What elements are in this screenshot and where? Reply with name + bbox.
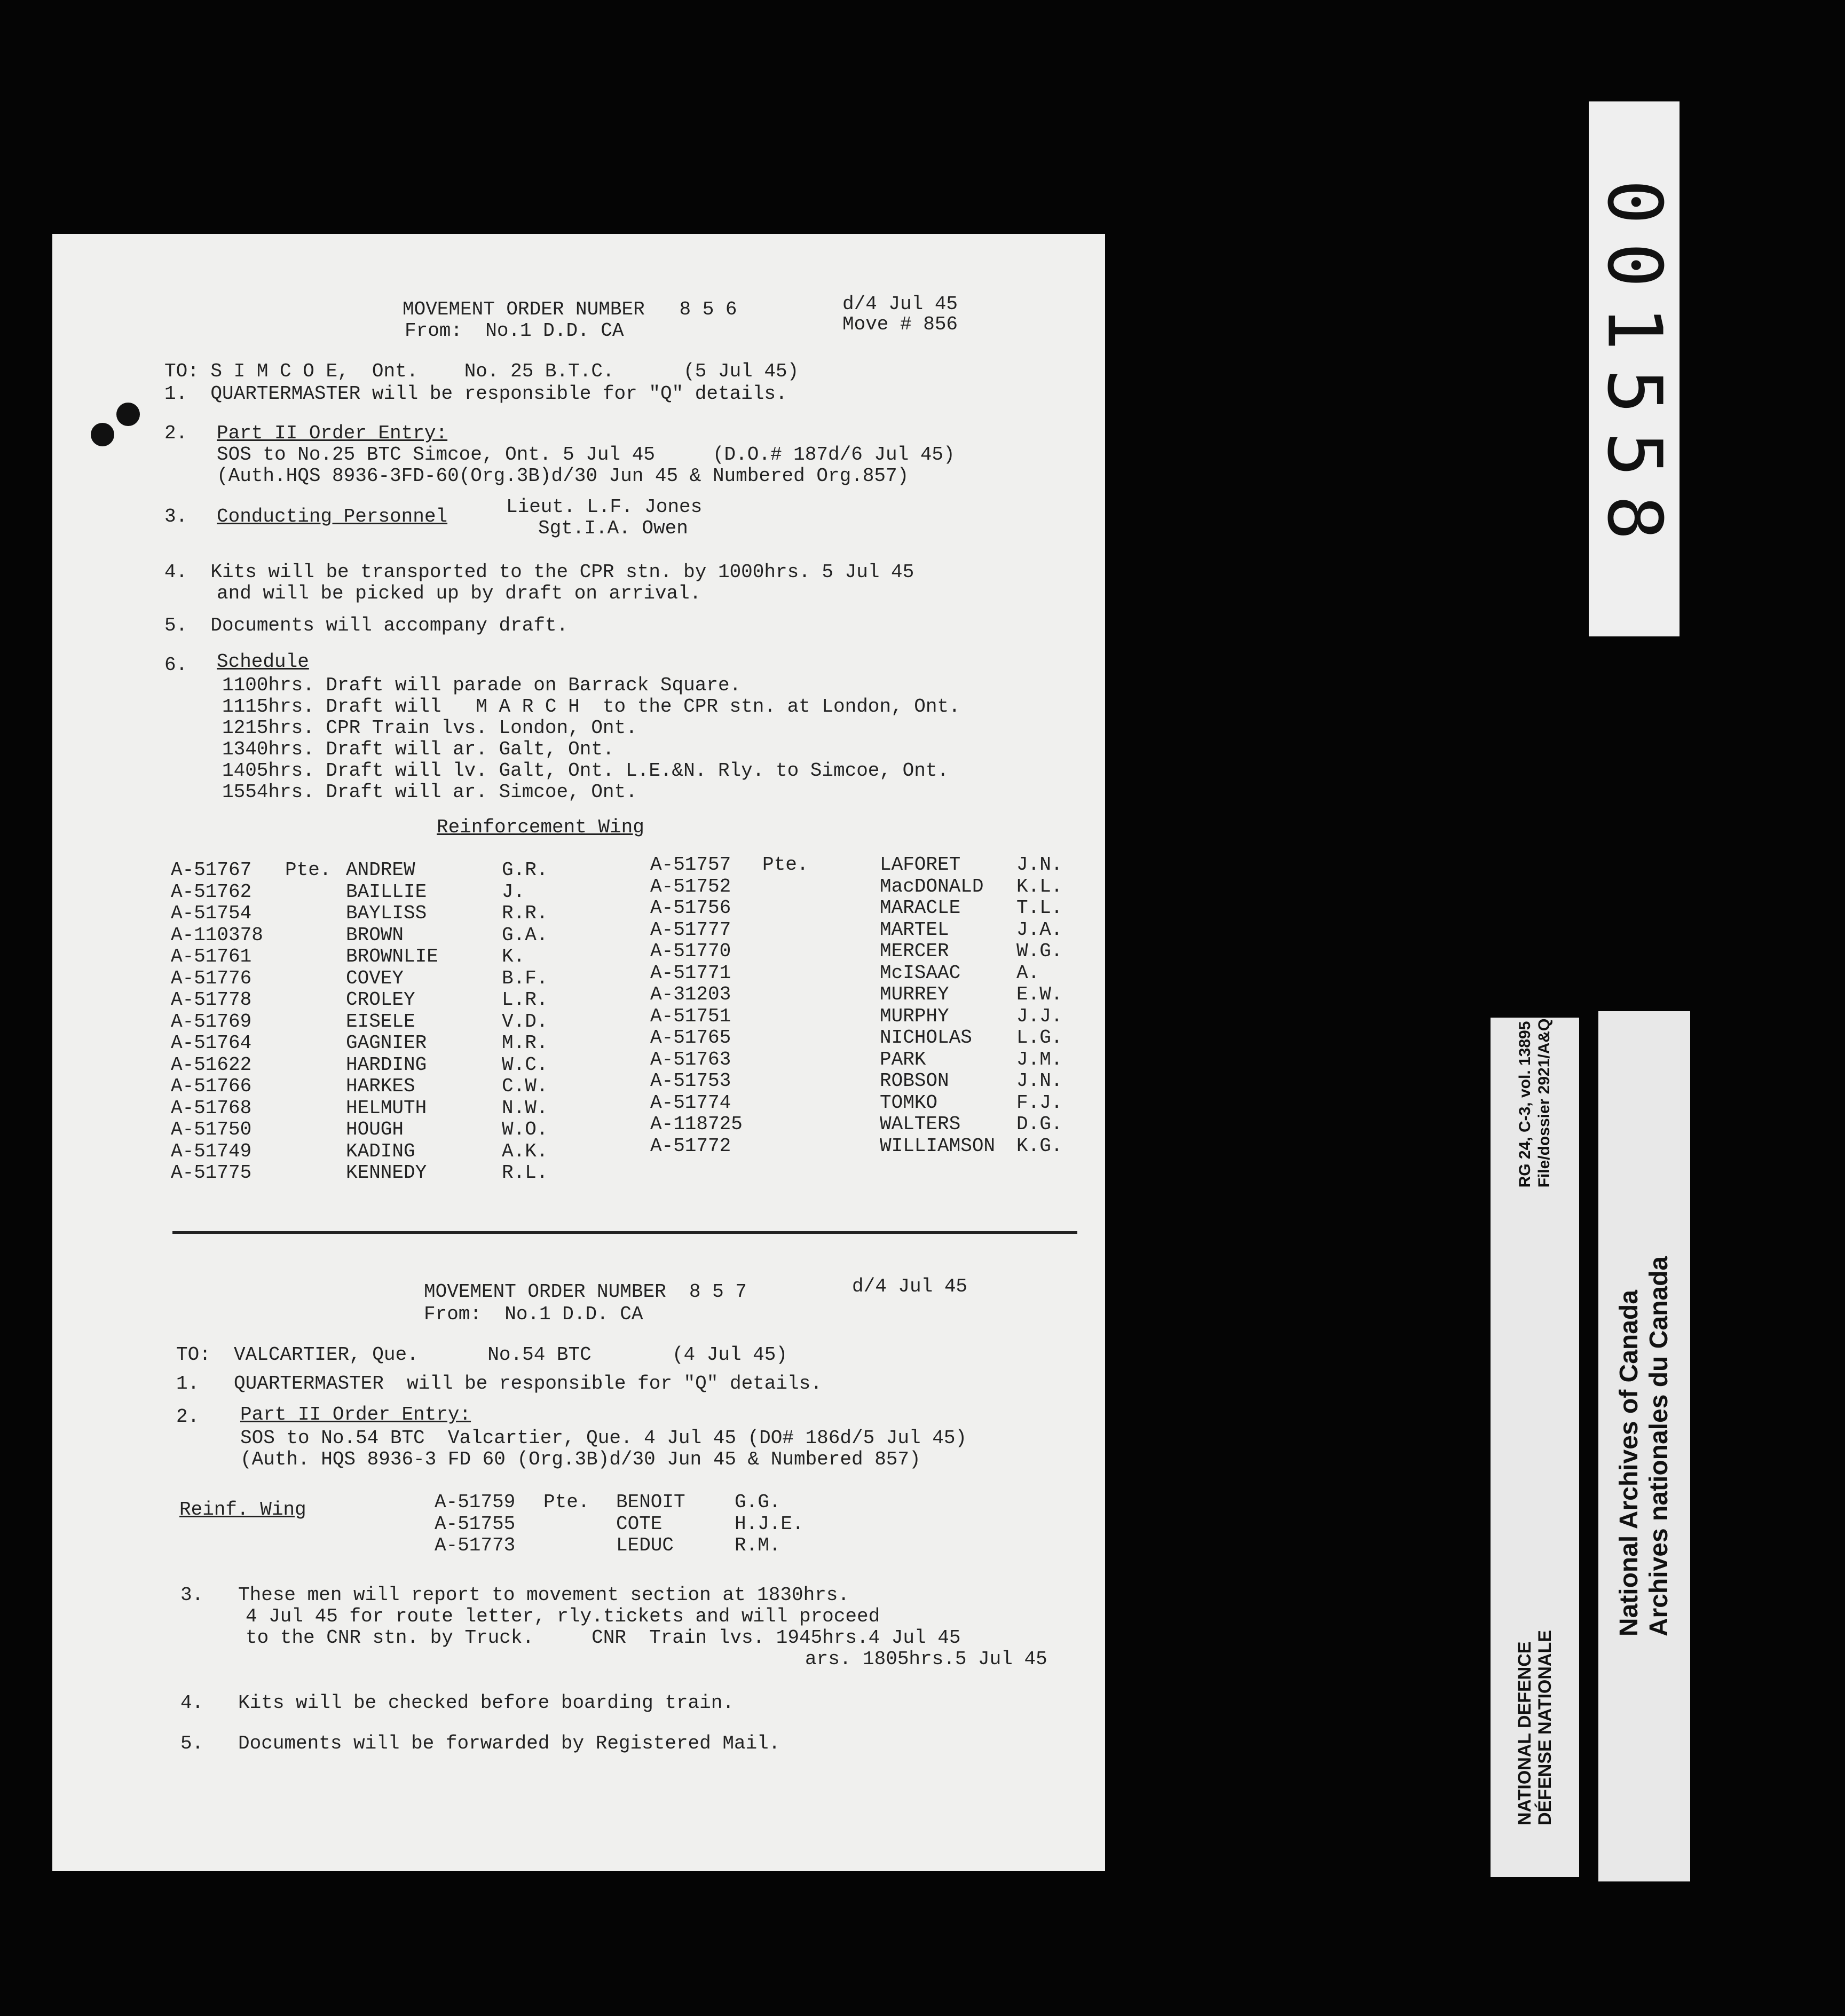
schedule-line: 1340hrs. Draft will ar. Galt, Ont. — [222, 738, 614, 760]
surname: CROLEY — [346, 989, 415, 1011]
surname: MARTEL — [880, 918, 949, 941]
item-3-line-1: 3. These men will report to movement section at 1830hrs. — [180, 1584, 850, 1606]
surname: ROBSON — [880, 1070, 949, 1092]
surname: BROWNLIE — [346, 946, 438, 967]
service-number: A-51777 — [650, 918, 731, 941]
initials: L.R. — [502, 989, 548, 1011]
initials: W.G. — [1016, 940, 1063, 962]
initials: R.L. — [502, 1162, 548, 1184]
service-number: A-51754 — [171, 902, 252, 924]
surname: WALTERS — [880, 1113, 961, 1135]
initials: A.K. — [502, 1140, 548, 1162]
record-group-reference: RG 24, C-3, vol. 13895 — [1516, 1021, 1534, 1188]
reinf-wing-label: Reinf. Wing — [179, 1499, 306, 1521]
item-3-number: 3. — [164, 506, 188, 527]
surname: MARACLE — [880, 897, 961, 919]
surname: COTE — [616, 1513, 663, 1535]
surname: McISAAC — [880, 962, 961, 984]
service-number: A-51757 — [650, 854, 731, 876]
initials: K.L. — [1016, 875, 1063, 897]
service-number: A-51752 — [650, 875, 731, 897]
item-2-line-2: (Auth.HQS 8936-3FD-60(Org.3B)d/30 Jun 45 & Numbered Org.857) — [217, 465, 909, 487]
item-2-line-1: SOS to No.25 BTC Simcoe, Ont. 5 Jul 45 (D.O.# 187d/6 Jul 45) — [217, 444, 955, 466]
item-2-number: 2. — [176, 1406, 200, 1428]
surname: HARDING — [346, 1053, 427, 1076]
schedule-line: 1100hrs. Draft will parade on Barrack Square. — [222, 674, 742, 696]
service-number: A-51775 — [171, 1162, 252, 1184]
item-3-heading: Conducting Personnel — [217, 506, 448, 527]
service-number: A-51769 — [171, 1010, 252, 1033]
archive-number-strip — [1589, 101, 1680, 636]
surname: KADING — [346, 1140, 415, 1162]
service-number: A-51770 — [650, 940, 731, 962]
initials: A. — [1016, 962, 1040, 984]
service-number: A-51772 — [650, 1135, 731, 1157]
service-number: A-110378 — [171, 924, 263, 946]
service-number: A-51755 — [435, 1513, 516, 1535]
service-number: A-51765 — [650, 1027, 731, 1049]
service-number: A-51774 — [650, 1091, 731, 1114]
reinforcement-wing-heading: Reinforcement Wing — [437, 816, 644, 838]
item-2-heading: Part II Order Entry: — [240, 1404, 471, 1426]
service-number: A-51771 — [650, 962, 731, 984]
file-reference: File/dossier 2921/A&Q — [1535, 1018, 1553, 1188]
initials: V.D. — [502, 1010, 548, 1033]
service-number: A-51773 — [435, 1534, 516, 1556]
surname: BROWN — [346, 924, 404, 946]
conducting-officer: Lieut. L.F. Jones — [506, 496, 703, 518]
item-6-heading: Schedule — [217, 651, 309, 673]
service-number: A-51622 — [171, 1053, 252, 1076]
movement-order-856-from: From: No.1 D.D. CA — [405, 320, 624, 342]
initials: W.C. — [502, 1053, 548, 1076]
item-4-line-1: 4. Kits will be transported to the CPR stn. by 1000hrs. 5 Jul 45 — [164, 561, 914, 583]
section-divider — [172, 1231, 1077, 1234]
item-2-number: 2. — [164, 422, 188, 444]
rank-label: Pte. — [285, 859, 332, 881]
initials: R.R. — [502, 902, 548, 924]
initials: G.G. — [735, 1491, 781, 1513]
defense-nationale-text: DÉFENSE NATIONALE — [1535, 1630, 1555, 1825]
national-archives-text: National Archives of Canada — [1615, 1290, 1643, 1637]
initials: D.G. — [1016, 1113, 1063, 1135]
initials: E.W. — [1016, 983, 1063, 1005]
service-number: A-51767 — [171, 859, 252, 881]
initials: J. — [502, 880, 525, 903]
initials: W.O. — [502, 1119, 548, 1140]
item-2-line-2: (Auth. HQS 8936-3 FD 60 (Org.3B)d/30 Jun 45 & Numbered 857) — [240, 1448, 921, 1470]
initials: K. — [502, 946, 525, 967]
item-4-line-2: and will be picked up by draft on arrival. — [217, 582, 701, 604]
initials: M.R. — [502, 1032, 548, 1054]
item-3-line-2: 4 Jul 45 for route letter, rly.tickets and will proceed — [246, 1605, 880, 1627]
item-3-line-3: to the CNR stn. by Truck. CNR Train lvs. 1945hrs.4 Jul 45 — [246, 1627, 961, 1649]
initials: F.J. — [1016, 1091, 1063, 1114]
surname: LEDUC — [616, 1534, 674, 1556]
surname: BAILLIE — [346, 880, 427, 903]
item-5: 5. Documents will be forwarded by Registered Mail. — [180, 1732, 780, 1754]
surname: HOUGH — [346, 1119, 404, 1140]
surname: ANDREW — [346, 859, 415, 881]
archives-nationales-text: Archives nationales du Canada — [1645, 1256, 1673, 1637]
initials: J.N. — [1016, 1070, 1063, 1092]
to-line: TO: S I M C O E, Ont. No. 25 B.T.C. (5 Jul 45) — [164, 360, 799, 382]
national-defence-text: NATIONAL DEFENCE — [1515, 1641, 1535, 1825]
service-number: A-51753 — [650, 1070, 731, 1092]
item-5: 5. Documents will accompany draft. — [164, 615, 569, 636]
schedule-line: 1215hrs. CPR Train lvs. London, Ont. — [222, 717, 637, 739]
service-number: A-51749 — [171, 1140, 252, 1162]
surname: NICHOLAS — [880, 1027, 972, 1049]
initials: N.W. — [502, 1097, 548, 1119]
service-number: A-51761 — [171, 946, 252, 967]
movement-order-856-date: d/4 Jul 45 — [842, 293, 958, 315]
initials: B.F. — [502, 967, 548, 989]
service-number: A-51762 — [171, 880, 252, 903]
item-1: 1. QUARTERMASTER will be responsible for "Q" details. — [176, 1373, 822, 1395]
surname: EISELE — [346, 1010, 415, 1033]
initials: R.M. — [735, 1534, 781, 1556]
item-2-line-1: SOS to No.54 BTC Valcartier, Que. 4 Jul 45 (DO# 186d/5 Jul 45) — [240, 1427, 967, 1449]
conducting-sergeant: Sgt.I.A. Owen — [538, 517, 688, 539]
service-number: A-51763 — [650, 1048, 731, 1070]
initials: G.R. — [502, 859, 548, 881]
initials: J.A. — [1016, 918, 1063, 941]
initials: K.G. — [1016, 1135, 1063, 1157]
surname: MERCER — [880, 940, 949, 962]
movement-order-856-move-number: Move # 856 — [842, 313, 958, 335]
surname: KENNEDY — [346, 1162, 427, 1184]
surname: LAFORET — [880, 854, 961, 876]
movement-order-857-title: MOVEMENT ORDER NUMBER 8 5 7 — [424, 1281, 747, 1303]
surname: GAGNIER — [346, 1032, 427, 1054]
initials: J.M. — [1016, 1048, 1063, 1070]
item-4: 4. Kits will be checked before boarding train. — [180, 1692, 734, 1714]
item-2-heading: Part II Order Entry: — [217, 422, 448, 444]
service-number: A-51778 — [171, 989, 252, 1011]
service-number: A-51764 — [171, 1032, 252, 1054]
initials: J.J. — [1016, 1005, 1063, 1027]
rank-label: Pte. — [762, 854, 809, 876]
item-3-line-4: ars. 1805hrs.5 Jul 45 — [805, 1648, 1047, 1670]
surname: HARKES — [346, 1075, 415, 1097]
movement-order-856-title: MOVEMENT ORDER NUMBER 8 5 6 — [403, 298, 737, 320]
surname: MURPHY — [880, 1005, 949, 1027]
service-number: A-51756 — [650, 897, 731, 919]
initials: H.J.E. — [735, 1513, 804, 1535]
punch-hole — [116, 403, 140, 426]
national-defence-label — [1491, 1018, 1579, 1877]
initials: T.L. — [1016, 897, 1063, 919]
surname: WILLIAMSON — [880, 1135, 996, 1157]
rank-label: Pte. — [543, 1491, 590, 1513]
service-number: A-51759 — [435, 1491, 516, 1513]
movement-order-857-from: From: No.1 D.D. CA — [424, 1303, 643, 1325]
to-line: TO: VALCARTIER, Que. No.54 BTC (4 Jul 45) — [176, 1344, 787, 1366]
service-number: A-51750 — [171, 1119, 252, 1140]
service-number: A-51768 — [171, 1097, 252, 1119]
service-number: A-118725 — [650, 1113, 743, 1135]
initials: L.G. — [1016, 1027, 1063, 1049]
surname: PARK — [880, 1048, 926, 1070]
initials: G.A. — [502, 924, 548, 946]
punch-hole — [91, 423, 114, 446]
surname: BENOIT — [616, 1491, 685, 1513]
item-1: 1. QUARTERMASTER will be responsible for "Q" details. — [164, 383, 787, 405]
surname: TOMKO — [880, 1091, 938, 1114]
surname: BAYLISS — [346, 902, 427, 924]
initials: C.W. — [502, 1075, 548, 1097]
service-number: A-31203 — [650, 983, 731, 1005]
surname: COVEY — [346, 967, 404, 989]
national-archives-label — [1598, 1011, 1690, 1881]
item-6-number: 6. — [164, 654, 188, 676]
service-number: A-51766 — [171, 1075, 252, 1097]
service-number: A-51751 — [650, 1005, 731, 1027]
surname: MacDONALD — [880, 875, 984, 897]
schedule-line: 1405hrs. Draft will lv. Galt, Ont. L.E.&N. Rly. to Simcoe, Ont. — [222, 760, 949, 782]
surname: HELMUTH — [346, 1097, 427, 1119]
archive-number: 001558 — [1590, 179, 1678, 558]
surname: MURREY — [880, 983, 949, 1005]
initials: J.N. — [1016, 854, 1063, 876]
schedule-line: 1115hrs. Draft will M A R C H to the CPR stn. at London, Ont. — [222, 696, 960, 718]
service-number: A-51776 — [171, 967, 252, 989]
document-page — [52, 234, 1105, 1871]
schedule-line: 1554hrs. Draft will ar. Simcoe, Ont. — [222, 781, 637, 803]
movement-order-857-date: d/4 Jul 45 — [852, 1275, 968, 1297]
